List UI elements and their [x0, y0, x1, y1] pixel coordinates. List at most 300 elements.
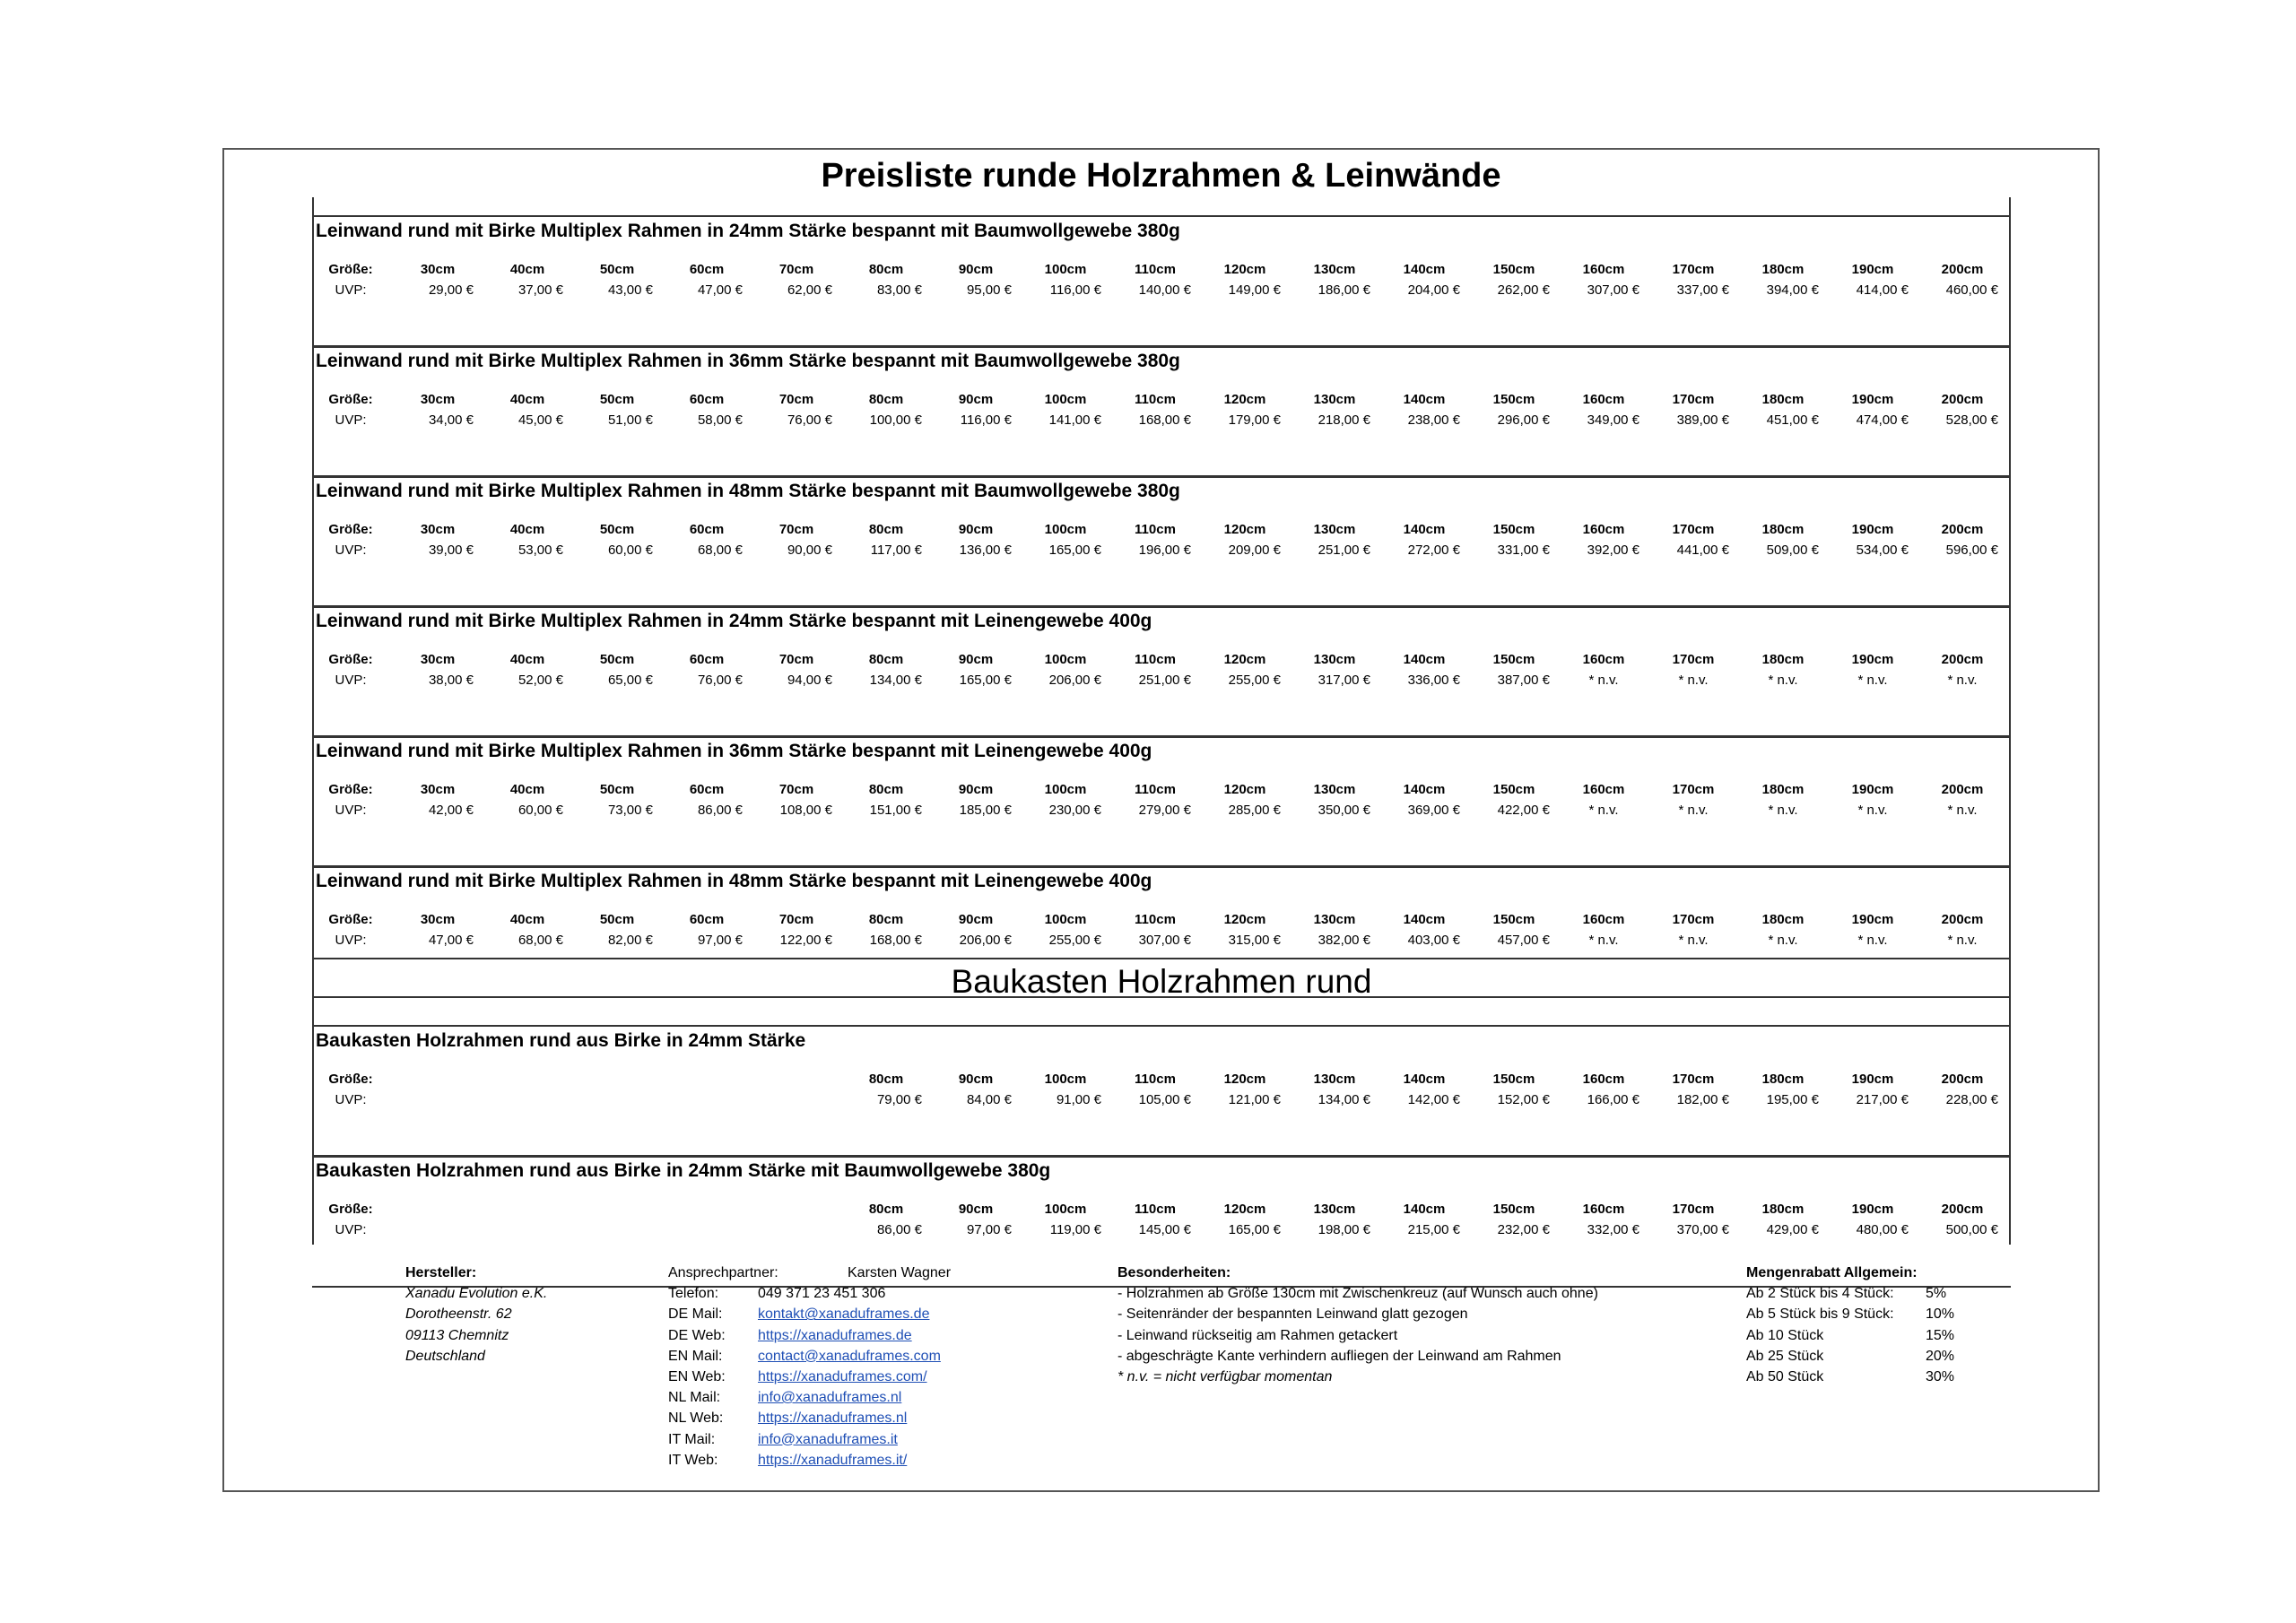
- section-divider: [312, 215, 2011, 217]
- price-cell: 116,00 €: [960, 412, 1012, 428]
- price-cell: 76,00 €: [697, 673, 743, 688]
- discount-value: 30%: [1926, 1368, 1955, 1384]
- size-cell: 170cm: [1672, 912, 1715, 927]
- price-cell: 142,00 €: [1407, 1092, 1460, 1107]
- price-cell: * n.v.: [1588, 803, 1619, 818]
- note-line: - Holzrahmen ab Größe 130cm mit Zwischenkreuz (auf Wunsch auch ohne): [1118, 1286, 1598, 1302]
- size-cell: 200cm: [1941, 912, 1984, 927]
- price-cell: * n.v.: [1857, 803, 1888, 818]
- contact-value: 049 371 23 451 306: [758, 1286, 886, 1302]
- price-cell: 82,00 €: [607, 933, 653, 948]
- size-cell: 190cm: [1851, 392, 1894, 407]
- price-cell: 369,00 €: [1407, 803, 1460, 818]
- section-heading: Leinwand rund mit Birke Multiplex Rahmen in 48mm Stärke bespannt mit Baumwollgewebe 380g: [316, 481, 1180, 501]
- price-cell: 315,00 €: [1228, 933, 1281, 948]
- price-cell: 79,00 €: [876, 1092, 922, 1107]
- contact-link[interactable]: kontakt@xanaduframes.de: [758, 1306, 930, 1323]
- price-row: [312, 931, 2011, 950]
- contact-label: EN Mail:: [668, 1348, 723, 1364]
- price-cell: 195,00 €: [1766, 1092, 1819, 1107]
- section-heading: Baukasten Holzrahmen rund aus Birke in 24mm Stärke: [316, 1030, 806, 1051]
- discount-label: Ab 5 Stück bis 9 Stück:: [1746, 1306, 1894, 1323]
- price-cell: 414,00 €: [1856, 282, 1909, 298]
- size-cell: 50cm: [599, 652, 635, 667]
- price-cell: 206,00 €: [959, 933, 1012, 948]
- size-cell: 70cm: [778, 522, 814, 537]
- section-heading: Baukasten Holzrahmen rund aus Birke in 24mm Stärke mit Baumwollgewebe 380g: [316, 1160, 1051, 1181]
- price-label: UVP:: [335, 673, 367, 688]
- size-cell: 60cm: [689, 912, 725, 927]
- size-cell: 180cm: [1761, 652, 1805, 667]
- contact-link[interactable]: https://xanaduframes.it/: [758, 1452, 908, 1468]
- size-cell: 140cm: [1403, 782, 1446, 797]
- size-cell: 100cm: [1044, 1072, 1087, 1087]
- price-cell: 403,00 €: [1407, 933, 1460, 948]
- contact-label: NL Web:: [668, 1410, 724, 1427]
- price-cell: 53,00 €: [517, 542, 563, 558]
- price-cell: 145,00 €: [1138, 1222, 1191, 1237]
- manufacturer-line: Xanadu Evolution e.K.: [405, 1286, 548, 1302]
- price-section: [312, 1025, 2011, 1158]
- price-cell: 119,00 €: [1049, 1222, 1101, 1237]
- size-cell: 90cm: [958, 1202, 994, 1217]
- contact-label: NL Mail:: [668, 1390, 721, 1406]
- size-cell: 200cm: [1941, 392, 1984, 407]
- price-cell: 166,00 €: [1587, 1092, 1639, 1107]
- price-cell: 39,00 €: [428, 542, 474, 558]
- price-cell: 392,00 €: [1587, 542, 1639, 558]
- size-cell: 90cm: [958, 392, 994, 407]
- contact-label: IT Web:: [668, 1452, 718, 1468]
- size-row: [312, 390, 2011, 410]
- size-cell: 120cm: [1223, 392, 1266, 407]
- contact-label: DE Mail:: [668, 1306, 723, 1323]
- size-cell: 110cm: [1135, 1202, 1176, 1217]
- size-cell: 30cm: [420, 782, 456, 797]
- price-cell: 68,00 €: [517, 933, 563, 948]
- size-cell: 200cm: [1941, 262, 1984, 277]
- size-cell: 150cm: [1492, 1202, 1535, 1217]
- size-cell: 190cm: [1851, 912, 1894, 927]
- price-cell: 60,00 €: [517, 803, 563, 818]
- size-cell: 140cm: [1403, 912, 1446, 927]
- price-cell: 204,00 €: [1407, 282, 1460, 298]
- price-cell: 141,00 €: [1048, 412, 1101, 428]
- size-cell: 200cm: [1941, 1072, 1984, 1087]
- price-cell: 331,00 €: [1497, 542, 1550, 558]
- price-cell: * n.v.: [1947, 673, 1978, 688]
- size-cell: 160cm: [1582, 262, 1625, 277]
- price-label: UVP:: [335, 542, 367, 558]
- price-cell: 51,00 €: [607, 412, 653, 428]
- price-cell: 217,00 €: [1856, 1092, 1909, 1107]
- note-line: - Leinwand rückseitig am Rahmen getackert: [1118, 1327, 1398, 1343]
- price-cell: 232,00 €: [1497, 1222, 1550, 1237]
- price-cell: * n.v.: [1678, 673, 1709, 688]
- size-cell: 70cm: [778, 262, 814, 277]
- price-cell: 151,00 €: [869, 803, 922, 818]
- price-label: UVP:: [335, 933, 367, 948]
- size-label: Größe:: [328, 912, 373, 927]
- price-cell: 238,00 €: [1407, 412, 1460, 428]
- price-cell: 42,00 €: [428, 803, 474, 818]
- size-cell: 50cm: [599, 782, 635, 797]
- price-cell: 165,00 €: [1048, 542, 1101, 558]
- price-row: [312, 541, 2011, 560]
- price-cell: 336,00 €: [1407, 673, 1460, 688]
- size-cell: 90cm: [958, 652, 994, 667]
- discount-row: [1746, 1304, 1955, 1324]
- size-cell: 90cm: [958, 1072, 994, 1087]
- size-cell: 190cm: [1851, 262, 1894, 277]
- price-cell: 168,00 €: [1138, 412, 1191, 428]
- price-cell: 105,00 €: [1138, 1092, 1191, 1107]
- size-cell: 200cm: [1941, 782, 1984, 797]
- size-label: Größe:: [328, 522, 373, 537]
- size-cell: 180cm: [1761, 262, 1805, 277]
- price-section: [312, 605, 2011, 738]
- size-cell: 200cm: [1941, 1202, 1984, 1217]
- size-cell: 180cm: [1761, 1072, 1805, 1087]
- price-cell: 94,00 €: [787, 673, 832, 688]
- contact-link[interactable]: info@xanaduframes.it: [758, 1431, 898, 1447]
- price-cell: 228,00 €: [1945, 1092, 1998, 1107]
- note-line: - Seitenränder der bespannten Leinwand glatt gezogen: [1118, 1306, 1468, 1323]
- size-cell: 60cm: [689, 782, 725, 797]
- size-cell: 170cm: [1672, 782, 1715, 797]
- size-cell: 180cm: [1761, 912, 1805, 927]
- size-cell: 80cm: [868, 392, 904, 407]
- price-cell: 168,00 €: [869, 933, 922, 948]
- price-cell: 117,00 €: [870, 542, 922, 558]
- contact-link[interactable]: https://xanaduframes.com/: [758, 1368, 927, 1384]
- discount-label: Ab 2 Stück bis 4 Stück:: [1746, 1286, 1894, 1302]
- size-row: [312, 260, 2011, 280]
- size-cell: 170cm: [1672, 522, 1715, 537]
- size-row: [312, 780, 2011, 800]
- price-cell: 509,00 €: [1766, 542, 1819, 558]
- price-row: [312, 1090, 2011, 1110]
- contact-label: IT Mail:: [668, 1431, 716, 1447]
- price-cell: 45,00 €: [517, 412, 563, 428]
- size-cell: 150cm: [1492, 392, 1535, 407]
- price-cell: 394,00 €: [1766, 282, 1819, 298]
- price-cell: 307,00 €: [1587, 282, 1639, 298]
- price-cell: 179,00 €: [1228, 412, 1281, 428]
- price-cell: 47,00 €: [428, 933, 474, 948]
- size-cell: 170cm: [1672, 392, 1715, 407]
- size-cell: 140cm: [1403, 1202, 1446, 1217]
- price-cell: 206,00 €: [1048, 673, 1101, 688]
- price-cell: 209,00 €: [1228, 542, 1281, 558]
- price-cell: * n.v.: [1588, 933, 1619, 948]
- price-cell: 528,00 €: [1945, 412, 1998, 428]
- discount-label: Ab 50 Stück: [1746, 1368, 1824, 1384]
- size-cell: 80cm: [868, 912, 904, 927]
- size-cell: 80cm: [868, 522, 904, 537]
- size-cell: 90cm: [958, 912, 994, 927]
- discount-row: [1746, 1283, 1947, 1304]
- price-cell: 215,00 €: [1407, 1222, 1460, 1237]
- price-cell: 86,00 €: [697, 803, 743, 818]
- size-cell: 190cm: [1851, 1072, 1894, 1087]
- size-cell: 160cm: [1582, 912, 1625, 927]
- price-cell: 185,00 €: [959, 803, 1012, 818]
- contact-label: EN Web:: [668, 1368, 726, 1384]
- size-cell: 70cm: [778, 782, 814, 797]
- price-cell: 307,00 €: [1138, 933, 1191, 948]
- size-cell: 70cm: [778, 912, 814, 927]
- size-label: Größe:: [328, 262, 373, 277]
- discount-row: [1746, 1325, 1955, 1346]
- discount-rows: [1746, 1283, 1955, 1387]
- price-cell: 451,00 €: [1766, 412, 1819, 428]
- size-cell: 130cm: [1313, 522, 1356, 537]
- price-label: UVP:: [335, 412, 367, 428]
- discount-value: 10%: [1926, 1306, 1955, 1323]
- size-cell: 160cm: [1582, 782, 1625, 797]
- price-cell: 196,00 €: [1138, 542, 1191, 558]
- price-cell: 134,00 €: [1318, 1092, 1370, 1107]
- size-cell: 100cm: [1044, 912, 1087, 927]
- size-cell: 160cm: [1582, 522, 1625, 537]
- price-cell: 152,00 €: [1497, 1092, 1550, 1107]
- size-cell: 80cm: [868, 782, 904, 797]
- size-cell: 130cm: [1313, 262, 1356, 277]
- discount-label: Ab 25 Stück: [1746, 1348, 1824, 1364]
- size-cell: 40cm: [509, 262, 545, 277]
- price-cell: * n.v.: [1678, 933, 1709, 948]
- price-cell: 62,00 €: [787, 282, 832, 298]
- price-cell: * n.v.: [1857, 933, 1888, 948]
- size-cell: 150cm: [1492, 652, 1535, 667]
- price-cell: * n.v.: [1678, 803, 1709, 818]
- size-cell: 110cm: [1135, 392, 1176, 407]
- size-cell: 120cm: [1223, 1072, 1266, 1087]
- size-cell: 60cm: [689, 652, 725, 667]
- price-cell: * n.v.: [1947, 933, 1978, 948]
- size-cell: 100cm: [1044, 262, 1087, 277]
- size-cell: 30cm: [420, 262, 456, 277]
- size-cell: 120cm: [1223, 1202, 1266, 1217]
- size-cell: 100cm: [1044, 392, 1087, 407]
- size-cell: 200cm: [1941, 522, 1984, 537]
- discount-heading: Mengenrabatt Allgemein:: [1746, 1265, 1918, 1280]
- size-cell: 190cm: [1851, 652, 1894, 667]
- size-cell: 160cm: [1582, 1202, 1625, 1217]
- size-cell: 110cm: [1135, 782, 1176, 797]
- price-row: [312, 801, 2011, 820]
- price-cell: 337,00 €: [1676, 282, 1729, 298]
- size-cell: 90cm: [958, 782, 994, 797]
- size-cell: 140cm: [1403, 652, 1446, 667]
- price-label: UVP:: [335, 803, 367, 818]
- size-cell: 120cm: [1223, 782, 1266, 797]
- section-divider: [312, 475, 2011, 477]
- discount-row: [1746, 1346, 1955, 1367]
- size-cell: 150cm: [1492, 782, 1535, 797]
- section-divider: [312, 1155, 2011, 1157]
- size-cell: 110cm: [1135, 522, 1176, 537]
- size-cell: 80cm: [868, 652, 904, 667]
- size-row: [312, 910, 2011, 930]
- price-cell: 218,00 €: [1318, 412, 1370, 428]
- size-row: [312, 1200, 2011, 1219]
- size-cell: 160cm: [1582, 392, 1625, 407]
- page-title: Preisliste runde Holzrahmen & Leinwände: [821, 157, 1501, 195]
- price-cell: 500,00 €: [1945, 1222, 1998, 1237]
- price-cell: 91,00 €: [1056, 1092, 1101, 1107]
- size-cell: 140cm: [1403, 392, 1446, 407]
- discount-value: 20%: [1926, 1348, 1955, 1364]
- size-label: Größe:: [328, 652, 373, 667]
- price-cell: 37,00 €: [517, 282, 563, 298]
- contact-link[interactable]: info@xanaduframes.nl: [758, 1390, 902, 1406]
- price-cell: 122,00 €: [779, 933, 832, 948]
- price-cell: 198,00 €: [1318, 1222, 1370, 1237]
- size-cell: 100cm: [1044, 782, 1087, 797]
- size-cell: 30cm: [420, 522, 456, 537]
- price-cell: 182,00 €: [1676, 1092, 1729, 1107]
- size-cell: 130cm: [1313, 652, 1356, 667]
- manufacturer-block: [405, 1263, 547, 1367]
- size-cell: 60cm: [689, 522, 725, 537]
- size-cell: 40cm: [509, 522, 545, 537]
- price-cell: * n.v.: [1947, 803, 1978, 818]
- price-cell: 474,00 €: [1856, 412, 1909, 428]
- price-cell: 68,00 €: [697, 542, 743, 558]
- size-cell: 140cm: [1403, 522, 1446, 537]
- size-cell: 200cm: [1941, 652, 1984, 667]
- price-cell: 165,00 €: [959, 673, 1012, 688]
- price-cell: 86,00 €: [876, 1222, 922, 1237]
- size-cell: 90cm: [958, 522, 994, 537]
- price-cell: * n.v.: [1857, 673, 1888, 688]
- price-cell: 382,00 €: [1318, 933, 1370, 948]
- section-divider: [312, 735, 2011, 737]
- size-cell: 180cm: [1761, 1202, 1805, 1217]
- size-cell: 120cm: [1223, 912, 1266, 927]
- price-cell: 95,00 €: [966, 282, 1012, 298]
- contact-link[interactable]: https://xanaduframes.de: [758, 1327, 912, 1343]
- price-cell: 73,00 €: [607, 803, 653, 818]
- size-label: Größe:: [328, 392, 373, 407]
- price-cell: 116,00 €: [1049, 282, 1101, 298]
- price-section: [312, 475, 2011, 608]
- price-cell: 255,00 €: [1048, 933, 1101, 948]
- price-row: [312, 671, 2011, 690]
- manufacturer-line: 09113 Chemnitz: [405, 1327, 509, 1343]
- size-cell: 90cm: [958, 262, 994, 277]
- size-cell: 130cm: [1313, 1202, 1356, 1217]
- price-cell: 230,00 €: [1048, 803, 1101, 818]
- price-cell: 457,00 €: [1497, 933, 1550, 948]
- price-cell: 251,00 €: [1138, 673, 1191, 688]
- size-cell: 190cm: [1851, 782, 1894, 797]
- manufacturer-line: Deutschland: [405, 1348, 485, 1364]
- price-cell: 60,00 €: [607, 542, 653, 558]
- kit-title: Baukasten Holzrahmen rund: [312, 958, 2011, 1004]
- size-cell: 120cm: [1223, 262, 1266, 277]
- price-cell: 422,00 €: [1497, 803, 1550, 818]
- contact-heading: Ansprechpartner:: [668, 1265, 778, 1280]
- size-label: Größe:: [328, 782, 373, 797]
- size-cell: 50cm: [599, 262, 635, 277]
- size-label: Größe:: [328, 1072, 373, 1087]
- size-cell: 110cm: [1135, 262, 1176, 277]
- price-cell: 136,00 €: [959, 542, 1012, 558]
- size-cell: 170cm: [1672, 652, 1715, 667]
- price-cell: 534,00 €: [1856, 542, 1909, 558]
- size-cell: 30cm: [420, 912, 456, 927]
- discount-label: Ab 10 Stück: [1746, 1327, 1824, 1343]
- discount-value: 5%: [1926, 1286, 1947, 1302]
- price-cell: 349,00 €: [1587, 412, 1639, 428]
- price-cell: 65,00 €: [607, 673, 653, 688]
- size-cell: 30cm: [420, 392, 456, 407]
- size-cell: 180cm: [1761, 392, 1805, 407]
- size-cell: 160cm: [1582, 652, 1625, 667]
- size-cell: 130cm: [1313, 1072, 1356, 1087]
- section-heading: Leinwand rund mit Birke Multiplex Rahmen in 36mm Stärke bespannt mit Baumwollgewebe 380g: [316, 351, 1180, 371]
- size-cell: 160cm: [1582, 1072, 1625, 1087]
- section-heading: Leinwand rund mit Birke Multiplex Rahmen in 24mm Stärke bespannt mit Leinengewebe 400g: [316, 611, 1152, 631]
- price-cell: 58,00 €: [697, 412, 743, 428]
- price-cell: 108,00 €: [779, 803, 832, 818]
- size-cell: 30cm: [420, 652, 456, 667]
- price-cell: 480,00 €: [1856, 1222, 1909, 1237]
- size-row: [312, 650, 2011, 670]
- size-cell: 120cm: [1223, 522, 1266, 537]
- price-cell: 186,00 €: [1318, 282, 1370, 298]
- size-row: [312, 1070, 2011, 1089]
- size-cell: 110cm: [1135, 1072, 1176, 1087]
- section-heading: Leinwand rund mit Birke Multiplex Rahmen in 36mm Stärke bespannt mit Leinengewebe 400g: [316, 741, 1152, 761]
- price-cell: 441,00 €: [1676, 542, 1729, 558]
- price-cell: * n.v.: [1588, 673, 1619, 688]
- size-cell: 180cm: [1761, 522, 1805, 537]
- section-divider: [312, 1025, 2011, 1027]
- size-cell: 190cm: [1851, 522, 1894, 537]
- size-cell: 130cm: [1313, 782, 1356, 797]
- price-cell: * n.v.: [1768, 933, 1798, 948]
- price-cell: 296,00 €: [1497, 412, 1550, 428]
- contact-link[interactable]: contact@xanaduframes.com: [758, 1348, 941, 1364]
- size-cell: 150cm: [1492, 522, 1535, 537]
- section-divider: [312, 345, 2011, 347]
- size-cell: 40cm: [509, 652, 545, 667]
- size-cell: 50cm: [599, 392, 635, 407]
- price-cell: 165,00 €: [1228, 1222, 1281, 1237]
- size-cell: 150cm: [1492, 1072, 1535, 1087]
- price-cell: 350,00 €: [1318, 803, 1370, 818]
- price-label: UVP:: [335, 1222, 367, 1237]
- size-cell: 130cm: [1313, 392, 1356, 407]
- size-cell: 80cm: [868, 1072, 904, 1087]
- price-cell: 429,00 €: [1766, 1222, 1819, 1237]
- size-cell: 40cm: [509, 392, 545, 407]
- contact-person: Karsten Wagner: [848, 1265, 952, 1280]
- price-cell: 262,00 €: [1497, 282, 1550, 298]
- size-cell: 130cm: [1313, 912, 1356, 927]
- price-cell: 134,00 €: [869, 673, 922, 688]
- price-cell: 272,00 €: [1407, 542, 1460, 558]
- price-cell: 34,00 €: [428, 412, 474, 428]
- price-cell: 90,00 €: [787, 542, 832, 558]
- price-cell: * n.v.: [1768, 803, 1798, 818]
- contact-link[interactable]: https://xanaduframes.nl: [758, 1410, 908, 1427]
- size-cell: 190cm: [1851, 1202, 1894, 1217]
